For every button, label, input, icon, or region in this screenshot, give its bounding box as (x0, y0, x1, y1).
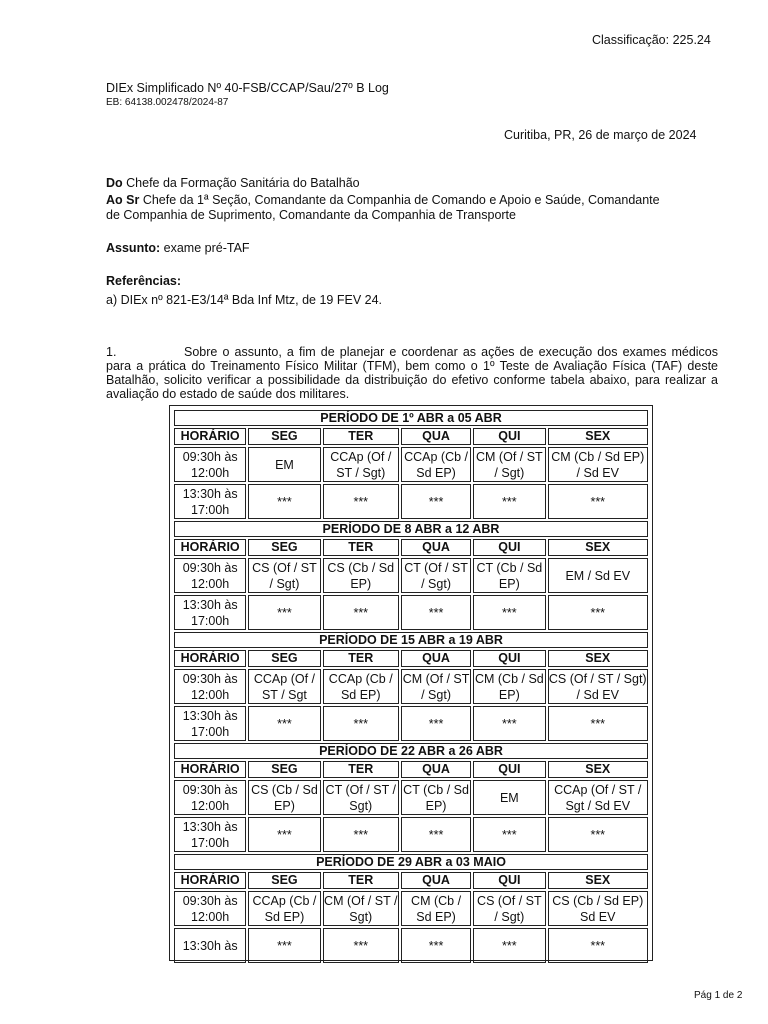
period-title: PERÍODO DE 22 ABR a 26 ABR (174, 743, 648, 759)
column-header: TER (323, 428, 399, 445)
paragraph-text: Sobre o assunto, a fim de planejar e coordenar as ações de execução dos exames médicos para a prática do Treinamento Físico Militar (TFM), bem como o 1º Teste de Avaliação Física (TAF) deste Batalhão, solicito verificar a possibilidade da distribuição do efetivo conforme tabela abaixo, para realizar a avaliação do estado de saúde dos militares. (106, 345, 718, 401)
time-cell: 13:30h às (174, 928, 246, 963)
schedule-cell: CM (Cb / Sd EP) (473, 669, 545, 704)
column-header: SEX (548, 650, 649, 667)
schedule-cell: EM (473, 780, 545, 815)
schedule-cell: EM (248, 447, 320, 482)
column-header: TER (323, 761, 399, 778)
period-title: PERÍODO DE 8 ABR a 12 ABR (174, 521, 648, 537)
schedule-cell: CT (Cb / Sd EP) (401, 780, 471, 815)
schedule-cell: *** (323, 595, 399, 630)
schedule-cell: *** (248, 928, 320, 963)
column-header: QUA (401, 428, 471, 445)
references-label: Referências: (106, 274, 182, 288)
schedule-cell: *** (548, 595, 649, 630)
time-cell: 13:30h às 17:00h (174, 706, 246, 741)
schedule-cell: *** (323, 484, 399, 519)
period-title-row (174, 632, 648, 648)
schedule-cell: CCAp (Of / ST / Sgt / Sd EV (548, 780, 649, 815)
schedule-cell: CCAp (Cb / Sd EP) (248, 891, 320, 926)
column-header: SEX (548, 761, 649, 778)
column-header: HORÁRIO (174, 761, 246, 778)
schedule-cell: CM (Cb / Sd EP) (401, 891, 471, 926)
time-cell: 09:30h às 12:00h (174, 669, 246, 704)
schedule-cell: *** (323, 928, 399, 963)
schedule-cell: *** (401, 595, 471, 630)
table-row (174, 891, 648, 926)
schedule-cell: *** (473, 817, 545, 852)
schedule-cell: CCAp (Cb / Sd EP) (323, 669, 399, 704)
schedule-cell: CM (Of / ST / Sgt) (401, 669, 471, 704)
schedule-cell: CM (Of / ST / Sgt) (323, 891, 399, 926)
column-header: TER (323, 872, 399, 889)
period-title-row (174, 743, 648, 759)
table-row (174, 780, 648, 815)
schedule-cell: *** (473, 706, 545, 741)
column-header: TER (323, 539, 399, 556)
period-title: PERÍODO DE 29 ABR a 03 MAIO (174, 854, 648, 870)
time-cell: 09:30h às 12:00h (174, 447, 246, 482)
schedule-body (174, 410, 648, 963)
time-cell: 09:30h às 12:00h (174, 891, 246, 926)
schedule-grid (172, 408, 650, 965)
recipient-label: Ao Sr (106, 193, 140, 207)
column-header: SEX (548, 539, 649, 556)
schedule-cell: *** (248, 595, 320, 630)
schedule-cell: CCAp (Cb / Sd EP) (401, 447, 471, 482)
column-header: SEG (248, 539, 320, 556)
header-row (174, 872, 648, 889)
table-row (174, 595, 648, 630)
header-row (174, 650, 648, 667)
table-row (174, 669, 648, 704)
schedule-cell: *** (401, 928, 471, 963)
column-header: QUI (473, 650, 545, 667)
column-header: QUA (401, 650, 471, 667)
period-title: PERÍODO DE 1º ABR a 05 ABR (174, 410, 648, 426)
schedule-cell: *** (401, 484, 471, 519)
reference-item-a: a) DIEx nº 821-E3/14ª Bda Inf Mtz, de 19 FEV 24. (106, 293, 383, 307)
schedule-cell: CT (Of / ST / Sgt) (401, 558, 471, 593)
schedule-cell: CS (Of / ST / Sgt) (248, 558, 320, 593)
table-row (174, 706, 648, 741)
column-header: QUI (473, 539, 545, 556)
schedule-cell: *** (473, 595, 545, 630)
table-row (174, 558, 648, 593)
column-header: QUI (473, 428, 545, 445)
schedule-cell: CT (Cb / Sd EP) (473, 558, 545, 593)
column-header: QUI (473, 761, 545, 778)
schedule-cell: *** (401, 706, 471, 741)
time-cell: 13:30h às 17:00h (174, 817, 246, 852)
schedule-cell: *** (548, 706, 649, 741)
schedule-cell: *** (323, 817, 399, 852)
schedule-table (169, 405, 653, 961)
schedule-cell: *** (548, 484, 649, 519)
table-row (174, 817, 648, 852)
header-row (174, 539, 648, 556)
period-title-row (174, 410, 648, 426)
schedule-cell: *** (401, 817, 471, 852)
schedule-cell: CT (Of / ST / Sgt) (323, 780, 399, 815)
table-row (174, 447, 648, 482)
schedule-cell: *** (248, 817, 320, 852)
schedule-cell: EM / Sd EV (548, 558, 649, 593)
column-header: QUI (473, 872, 545, 889)
schedule-cell: CCAp (Of / ST / Sgt (248, 669, 320, 704)
schedule-cell: CS (Cb / Sd EP) (248, 780, 320, 815)
recipient-line-1 (106, 192, 660, 208)
schedule-cell: *** (323, 706, 399, 741)
sender-text: Chefe da Formação Sanitária do Batalhão (122, 176, 360, 190)
schedule-cell: CS (Cb / Sd EP) (323, 558, 399, 593)
subject-label: Assunto: (106, 241, 161, 255)
schedule-cell: CCAp (Of / ST / Sgt) (323, 447, 399, 482)
place-and-date: Curitiba, PR, 26 de março de 2024 (504, 128, 697, 142)
subject-line (106, 240, 250, 256)
period-title-row (174, 521, 648, 537)
column-header: HORÁRIO (174, 650, 246, 667)
classification: Classificação: 225.24 (592, 33, 711, 47)
time-cell: 09:30h às 12:00h (174, 558, 246, 593)
header-row (174, 761, 648, 778)
page-number: Pág 1 de 2 (694, 990, 743, 1001)
column-header: HORÁRIO (174, 872, 246, 889)
column-header: HORÁRIO (174, 428, 246, 445)
schedule-cell: *** (548, 817, 649, 852)
schedule-cell: *** (248, 706, 320, 741)
column-header: SEG (248, 428, 320, 445)
column-header: QUA (401, 539, 471, 556)
document-number: DIEx Simplificado Nº 40-FSB/CCAP/Sau/27º B Log (106, 81, 389, 95)
schedule-cell: *** (248, 484, 320, 519)
column-header: TER (323, 650, 399, 667)
paragraph-number: 1. (106, 345, 117, 359)
column-header: SEX (548, 428, 649, 445)
period-title-row (174, 854, 648, 870)
column-header: HORÁRIO (174, 539, 246, 556)
schedule-cell: *** (473, 484, 545, 519)
paragraph-1 (106, 345, 718, 401)
recipient-text-1: Chefe da 1ª Seção, Comandante da Companhia de Comando e Apoio e Saúde, Comandante (139, 193, 660, 207)
period-title: PERÍODO DE 15 ABR a 19 ABR (174, 632, 648, 648)
subject-text: exame pré-TAF (160, 241, 250, 255)
column-header: QUA (401, 761, 471, 778)
sender-label: Do (106, 176, 123, 190)
sender-line (106, 175, 360, 191)
recipient-line-2: de Companhia de Suprimento, Comandante da Companhia de Transporte (106, 208, 516, 222)
schedule-cell: CM (Cb / Sd EP) / Sd EV (548, 447, 649, 482)
table-row (174, 484, 648, 519)
column-header: SEX (548, 872, 649, 889)
schedule-cell: CS (Of / ST / Sgt) / Sd EV (548, 669, 649, 704)
schedule-cell: CM (Of / ST / Sgt) (473, 447, 545, 482)
header-row (174, 428, 648, 445)
schedule-cell: *** (548, 928, 649, 963)
table-row (174, 928, 648, 963)
time-cell: 13:30h às 17:00h (174, 595, 246, 630)
time-cell: 13:30h às 17:00h (174, 484, 246, 519)
column-header: SEG (248, 650, 320, 667)
column-header: SEG (248, 872, 320, 889)
schedule-cell: CS (Of / ST / Sgt) (473, 891, 545, 926)
eb-protocol-number: EB: 64138.002478/2024-87 (106, 97, 229, 108)
schedule-cell: *** (473, 928, 545, 963)
schedule-cell: CS (Cb / Sd EP) Sd EV (548, 891, 649, 926)
column-header: SEG (248, 761, 320, 778)
time-cell: 09:30h às 12:00h (174, 780, 246, 815)
column-header: QUA (401, 872, 471, 889)
